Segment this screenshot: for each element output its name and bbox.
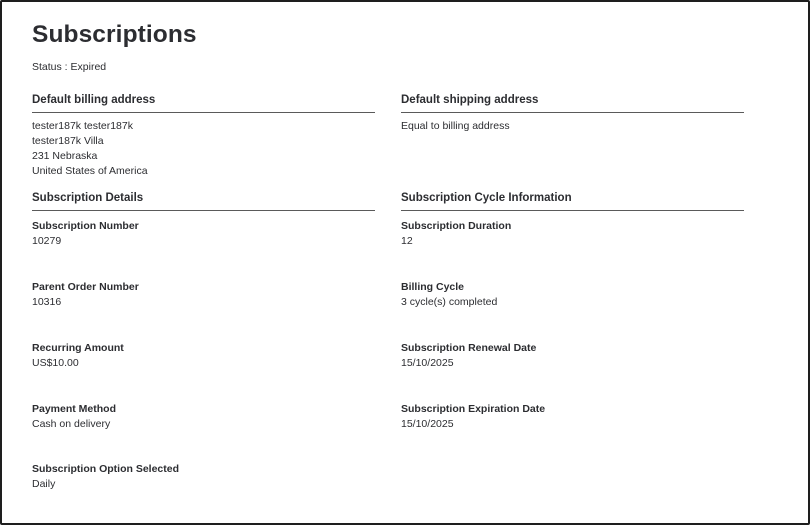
field-value: 15/10/2025 bbox=[401, 418, 454, 430]
recurring-amount-field bbox=[32, 341, 375, 371]
billing-cycle-field bbox=[401, 280, 744, 310]
parent-order-number-field bbox=[32, 280, 375, 310]
billing-address-section bbox=[32, 94, 375, 179]
billing-address bbox=[32, 119, 375, 179]
expiration-date-field bbox=[401, 402, 744, 432]
subscription-option-field bbox=[32, 462, 375, 492]
field-label: Parent Order Number bbox=[32, 281, 139, 293]
subscription-duration-field bbox=[401, 219, 744, 249]
field-label: Subscription Option Selected bbox=[32, 463, 180, 475]
field-value: Cash on delivery bbox=[32, 418, 111, 430]
subscription-cycle-section bbox=[401, 192, 744, 211]
field-label: Subscription Number bbox=[32, 220, 139, 232]
subscription-number-field bbox=[32, 219, 375, 249]
field-label: Payment Method bbox=[32, 403, 117, 415]
page-title: Subscriptions bbox=[32, 21, 197, 48]
field-label: Subscription Duration bbox=[401, 220, 512, 232]
billing-address-line: tester187k Villa bbox=[32, 135, 104, 147]
billing-address-line: 231 Nebraska bbox=[32, 150, 98, 162]
subscription-details-heading: Subscription Details bbox=[32, 192, 375, 211]
field-value: 10316 bbox=[32, 296, 62, 308]
billing-address-line: United States of America bbox=[32, 165, 148, 177]
field-value: Daily bbox=[32, 478, 56, 490]
field-label: Billing Cycle bbox=[401, 281, 465, 293]
shipping-address-section bbox=[401, 94, 744, 134]
payment-method-field bbox=[32, 402, 375, 432]
field-value: US$10.00 bbox=[32, 357, 79, 369]
field-value: 3 cycle(s) completed bbox=[401, 296, 498, 308]
field-label: Recurring Amount bbox=[32, 342, 124, 354]
subscription-details-section bbox=[32, 192, 375, 211]
field-label: Subscription Renewal Date bbox=[401, 342, 537, 354]
shipping-address: Equal to billing address bbox=[401, 120, 510, 132]
field-value: 12 bbox=[401, 235, 413, 247]
field-value: 15/10/2025 bbox=[401, 357, 454, 369]
field-label: Subscription Expiration Date bbox=[401, 403, 546, 415]
subscription-cycle-heading: Subscription Cycle Information bbox=[401, 192, 744, 211]
subscription-status: Status : Expired bbox=[32, 61, 107, 73]
renewal-date-field bbox=[401, 341, 744, 371]
field-value: 10279 bbox=[32, 235, 62, 247]
billing-address-heading: Default billing address bbox=[32, 94, 375, 113]
billing-address-line: tester187k tester187k bbox=[32, 120, 133, 132]
shipping-address-heading: Default shipping address bbox=[401, 94, 744, 113]
